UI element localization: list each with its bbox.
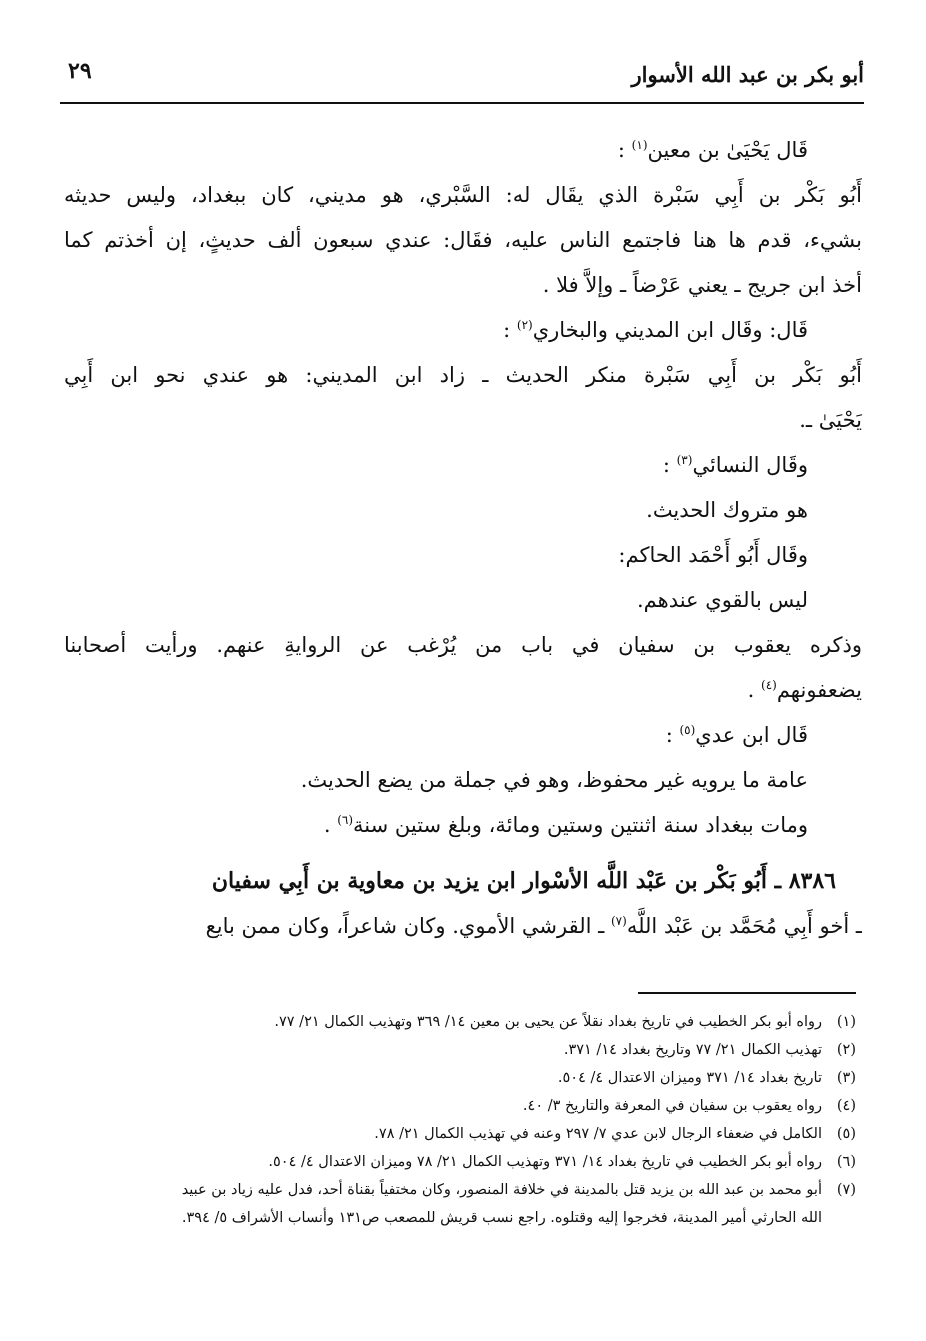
- running-title: أبو بكر بن عبد الله الأسوار: [631, 62, 864, 87]
- line-punct: :: [662, 453, 677, 477]
- line-punct: :: [503, 318, 517, 342]
- line-punct: .: [747, 678, 761, 702]
- text-line: [64, 308, 862, 353]
- footnote-text: رواه أبو بكر الخطيب في تاريخ بغداد ١٤/ ٣٧١ وتهذيب الكمال ٢١/ ٧٨ وميزان الاعتدال ٤/ ٥٠٤.: [268, 1154, 822, 1170]
- footnote-ref[interactable]: (٦): [337, 813, 354, 827]
- footnote: [64, 1036, 856, 1064]
- line-text: يضعفونهم: [776, 678, 862, 702]
- footnote-text: أبو محمد بن عبد الله بن يزيد قتل بالمدينة في خلافة المنصور، وكان مختفياً بقناة أحد، فدل عليه زياد بن عبيد: [181, 1182, 822, 1198]
- footnote-number: (٦): [836, 1154, 856, 1170]
- text-line: [64, 713, 862, 758]
- text-line: أَبُو بَكْر بن أَبِي سَبْرة الذي يقَال له: السَّبْري، هو مديني، كان ببغداد، وليس حديثه: [64, 183, 862, 207]
- footnote-ref[interactable]: (٢): [516, 318, 533, 332]
- text-line: عامة ما يرويه غير محفوظ، وهو في جملة من يضع الحديث.: [300, 768, 808, 792]
- footnote-number: (٥): [836, 1126, 856, 1142]
- footnote-ref[interactable]: (١): [631, 138, 648, 152]
- footnote: [64, 1092, 856, 1120]
- text-line: ليس بالقوي عندهم.: [636, 588, 808, 612]
- line-punct: .: [323, 813, 338, 837]
- footnote-number: (٢): [836, 1042, 856, 1058]
- footnote-continuation: الله الحارثي أمير المدينة، فخرجوا إليه وقتلوه. راجع نسب قريش للمصعب ص١٣١ وأنساب الأشراف ٥/ ٣٩٤.: [181, 1210, 822, 1226]
- footnote-ref[interactable]: (٤): [761, 678, 777, 692]
- footnote: [64, 1176, 856, 1204]
- text-line: [64, 443, 862, 488]
- footnote-text: تهذيب الكمال ٢١/ ٧٧ وتاريخ بغداد ١٤/ ٣٧١.: [563, 1042, 822, 1058]
- line-text: ـ القرشي الأموي. وكان شاعراً، وكان ممن بايع: [205, 914, 611, 938]
- text-line: بشيء، قدم ها هنا فاجتمع الناس عليه، فقَال: عندي سبعون ألف حديثٍ، إن أخذتم كما: [64, 228, 862, 252]
- footnote: [64, 1008, 856, 1036]
- footnote-number: (٧): [836, 1182, 856, 1198]
- footnote-text: الكامل في ضعفاء الرجال لابن عدي ٧/ ٢٩٧ وعنه في تهذيب الكمال ٢١/ ٧٨.: [374, 1126, 822, 1142]
- footnote-text: رواه أبو بكر الخطيب في تاريخ بغداد نقلاً عن يحيى بن معين ١٤/ ٣٦٩ وتهذيب الكمال ٢١/ ٧٧.: [274, 1014, 822, 1030]
- entry-heading: ٨٣٨٦ ـ أَبُو بَكْر بن عَبْد اللَّه الأسْوار ابن يزيد بن معاوية بن أَبِي سفيان: [211, 868, 836, 894]
- text-line: [64, 128, 862, 173]
- text-line: أخذ ابن جريج ـ يعني عَرْضاً ـ وإلاَّ فلا .: [542, 273, 862, 297]
- main-text: [64, 128, 862, 949]
- line-text: وقَال النسائي: [692, 453, 808, 477]
- footnote: [64, 1120, 856, 1148]
- line-text: قَال ابن عدي: [695, 723, 808, 747]
- footnote-number: (١): [836, 1014, 856, 1030]
- page-header: [60, 52, 864, 104]
- footnote-ref[interactable]: (٥): [679, 723, 696, 737]
- footnote-separator: [638, 992, 856, 994]
- text-line: [64, 668, 862, 713]
- footnote-text: تاريخ بغداد ١٤/ ٣٧١ وميزان الاعتدال ٤/ ٥٠٤.: [557, 1070, 822, 1086]
- text-line: [64, 904, 862, 949]
- line-text: قَال يَحْيَىٰ بن معين: [647, 138, 808, 162]
- footnote-text: رواه يعقوب بن سفيان في المعرفة والتاريخ ٣/ ٤٠.: [522, 1098, 822, 1114]
- footnote-number: (٤): [836, 1098, 856, 1114]
- text-line: أَبُو بَكْر بن أَبِي سَبْرة منكر الحديث ـ زاد ابن المديني: هو عندي نحو ابن أَبِي: [64, 363, 862, 387]
- text-line: [64, 803, 862, 848]
- line-text: ومات ببغداد سنة اثنتين وستين ومائة، وبلغ ستين سنة: [353, 813, 808, 837]
- text-line: يَحْيَىٰ ـ.: [799, 408, 862, 432]
- line-punct: :: [665, 723, 680, 747]
- text-line: وذكره يعقوب بن سفيان في باب من يُرْغب عن الروايةِ عنهم. ورأيت أصحابنا: [64, 633, 862, 657]
- footnote-ref[interactable]: (٣): [676, 453, 693, 467]
- line-punct: :: [617, 138, 632, 162]
- footnote-ref[interactable]: (٧): [610, 914, 627, 928]
- text-line: وقَال أَبُو أَحْمَد الحاكم:: [618, 543, 808, 567]
- footnotes: [64, 1008, 856, 1232]
- footnote: [64, 1148, 856, 1176]
- line-text: قَال: وقَال ابن المديني والبخاري: [532, 318, 808, 342]
- line-text: ـ أخو أَبِي مُحَمَّد بن عَبْد اللَّه: [626, 914, 862, 938]
- page-number: ٢٩: [68, 58, 92, 84]
- footnote-number: (٣): [836, 1070, 856, 1086]
- footnote: [64, 1064, 856, 1092]
- text-line: هو متروك الحديث.: [646, 498, 808, 522]
